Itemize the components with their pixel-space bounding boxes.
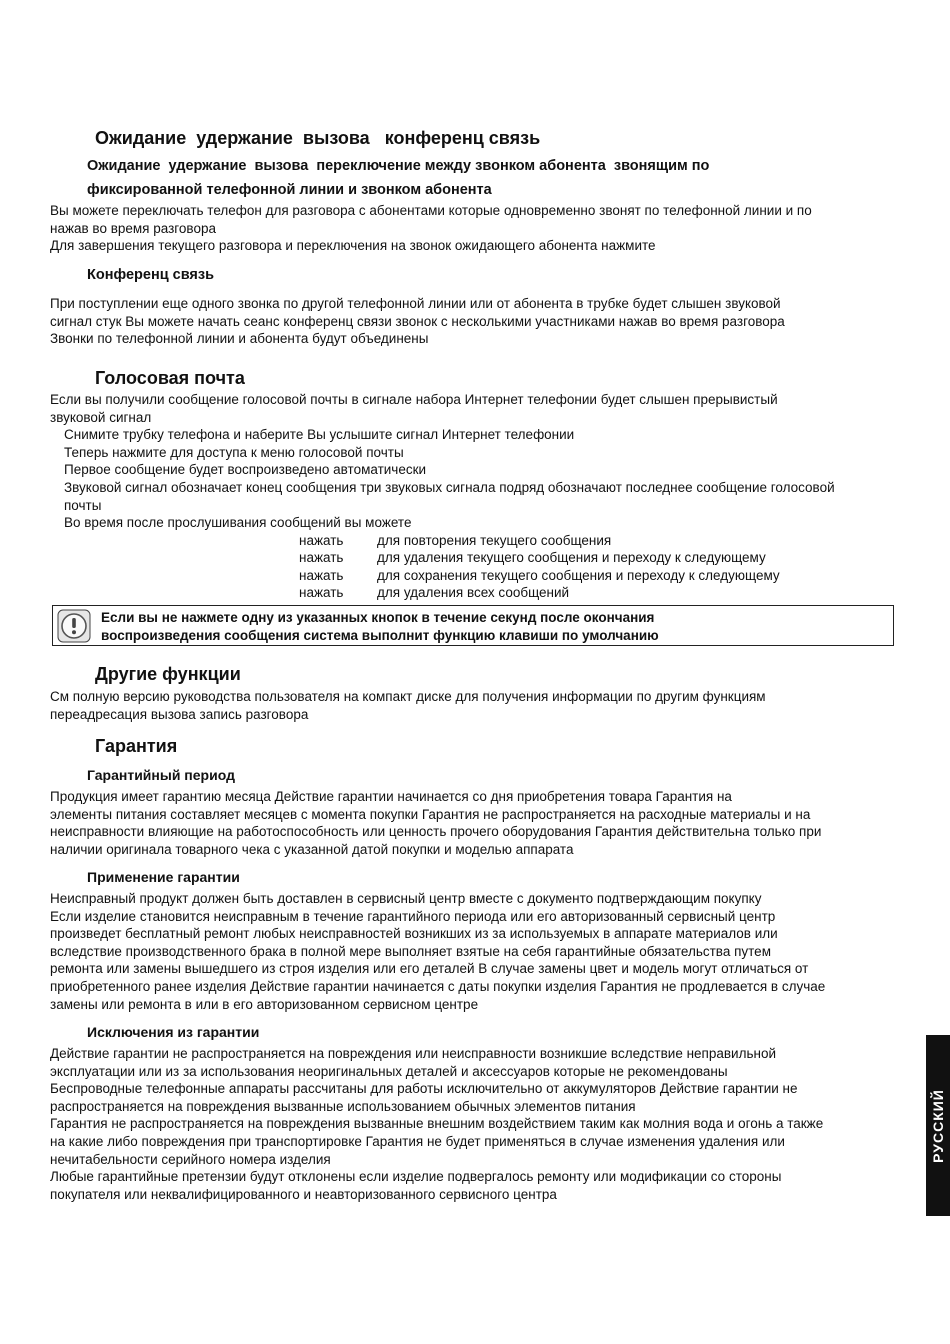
key-desc-3: для сохранения текущего сообщения и переходу к следующему — [377, 568, 780, 583]
section-title-warranty: Гарантия — [95, 736, 178, 756]
voicemail-step-2: Теперь нажмите для доступа к меню голосовой почты — [64, 445, 404, 460]
key-desc-4: для удаления всех сообщений — [377, 585, 570, 600]
key-action-3: нажать — [299, 568, 344, 583]
voicemail-intro: Если вы получили сообщение голосовой почты в сигнале набора Интернет телефонии будет слышен прерывистый звуковой сигнал — [50, 392, 778, 425]
voicemail-step-5: Во время после прослушивания сообщений вы можете — [64, 515, 412, 530]
subsection-title-warranty-application: Применение гарантии — [87, 869, 240, 885]
call-waiting-paragraph: Вы можете переключать телефон для разговора с абонентами которые одновременно звонят по телефонной линии и по нажав во время разговора — [50, 203, 812, 236]
subsection-title-call-waiting-line2: фиксированной телефонной линии и звонком абонента — [87, 182, 492, 198]
voicemail-step-1: Снимите трубку телефона и наберите Вы услышите сигнал Интернет телефонии — [64, 427, 575, 442]
key-action-4: нажать — [299, 585, 344, 600]
subsection-title-warranty-period: Гарантийный период — [87, 767, 235, 783]
section-title-call-features: Ожидание удержание вызова конференц связь — [95, 128, 541, 148]
call-waiting-end-paragraph: Для завершения текущего разговора и переключения на звонок ожидающего абонента нажмите — [50, 238, 656, 253]
key-desc-1: для повторения текущего сообщения — [377, 533, 612, 548]
warranty-application-paragraph: Неисправный продукт должен быть доставлен в сервисный центр вместе с документо подтверждающим покупку Если изделие становится неисправным в течение гарантийного периода или его авторизованный сервисный центр произведет бесплатный ремонт любых неисправностей возникших из за используемых в аппарате материалов или вследствие производственного брака в полной мере выполняет взятые на себя гарантийные обязательства путем ремонта или замены вышедшего из строя изделия или его деталей В случае замены цвет и модель могут отличаться от приобретенного ранее изделия Действие гарантии начинается с даты покупки изделия Гарантия не продлевается в случае замены или ремонта в или в его авторизованном сервисном центре — [50, 891, 826, 1012]
warranty-period-paragraph: Продукция имеет гарантию месяца Действие гарантии начинается со дня приобретения товара Гарантия на элементы питания составляет месяцев с момента покупки Гарантия не распространяется на расходные материалы и на неисправности влияющие на работоспособность или ценность прочего оборудования Гарантия действительна только при наличии оригинала товарного чека с указанной датой покупки и моделью аппарата — [50, 789, 822, 857]
conference-paragraph: При поступлении еще одного звонка по другой телефонной линии или от абонента в трубке будет слышен звуковой сигнал стук Вы можете начать сеанс конференц связи звонок с несколькими участниками нажав во время разговора Звонки по телефонной линии и абонента будут объединены — [50, 296, 785, 347]
subsection-title-conference: Конференц связь — [87, 267, 215, 283]
language-side-tab-label: РУССКИЙ — [930, 1088, 946, 1163]
key-action-1: нажать — [299, 533, 344, 548]
exclamation-icon — [57, 609, 91, 643]
section-title-voicemail: Голосовая почта — [95, 368, 245, 388]
note-text: Если вы не нажмете одну из указанных кнопок в течение секунд после окончания воспроизведения сообщения система выполнит функцию клавиши по умолчанию — [101, 610, 659, 643]
note-box — [52, 605, 894, 646]
voicemail-step-4: Звуковой сигнал обозначает конец сообщения три звуковых сигнала подряд обозначают последнее сообщение голосовой почты — [64, 480, 835, 513]
warranty-exclusions-paragraph: Действие гарантии не распространяется на повреждения или неисправности возникшие вследствие неправильной эксплуатации или из за использования неоригинальных деталей и аксессуаров которые не рекомендованы Беспроводные телефонные аппараты рассчитаны для работы исключительно от аккумуляторов Действие гарантии не распространяется на повреждения вызванные использованием обычных элементов питания Гарантия не распространяется на повреждения вызванные внешним воздействием таким как молния вода и огонь а также на какие либо повреждения при транспортировке Гарантия не будет применяться в случае изменения удаления или нечитабельности серийного номера изделия Любые гарантийные претензии будут отклонены если изделие подвергалось ремонту или модификации со стороны покупателя или неквалифицированного и неавторизованного сервисного центра — [50, 1046, 824, 1202]
voicemail-step-3: Первое сообщение будет воспроизведено автоматически — [64, 462, 427, 477]
subsection-title-warranty-exclusions: Исключения из гарантии — [87, 1024, 260, 1040]
other-functions-paragraph: См полную версию руководства пользователя на компакт диске для получения информации по другим функциям переадресация вызова запись разговора — [50, 689, 766, 722]
language-side-tab — [926, 1035, 950, 1216]
key-desc-2: для удаления текущего сообщения и переходу к следующему — [377, 550, 766, 565]
section-title-other-functions: Другие функции — [95, 664, 241, 684]
subsection-title-call-waiting-line1: Ожидание удержание вызова переключение между звонком абонента звонящим по — [87, 158, 710, 174]
key-action-2: нажать — [299, 550, 344, 565]
